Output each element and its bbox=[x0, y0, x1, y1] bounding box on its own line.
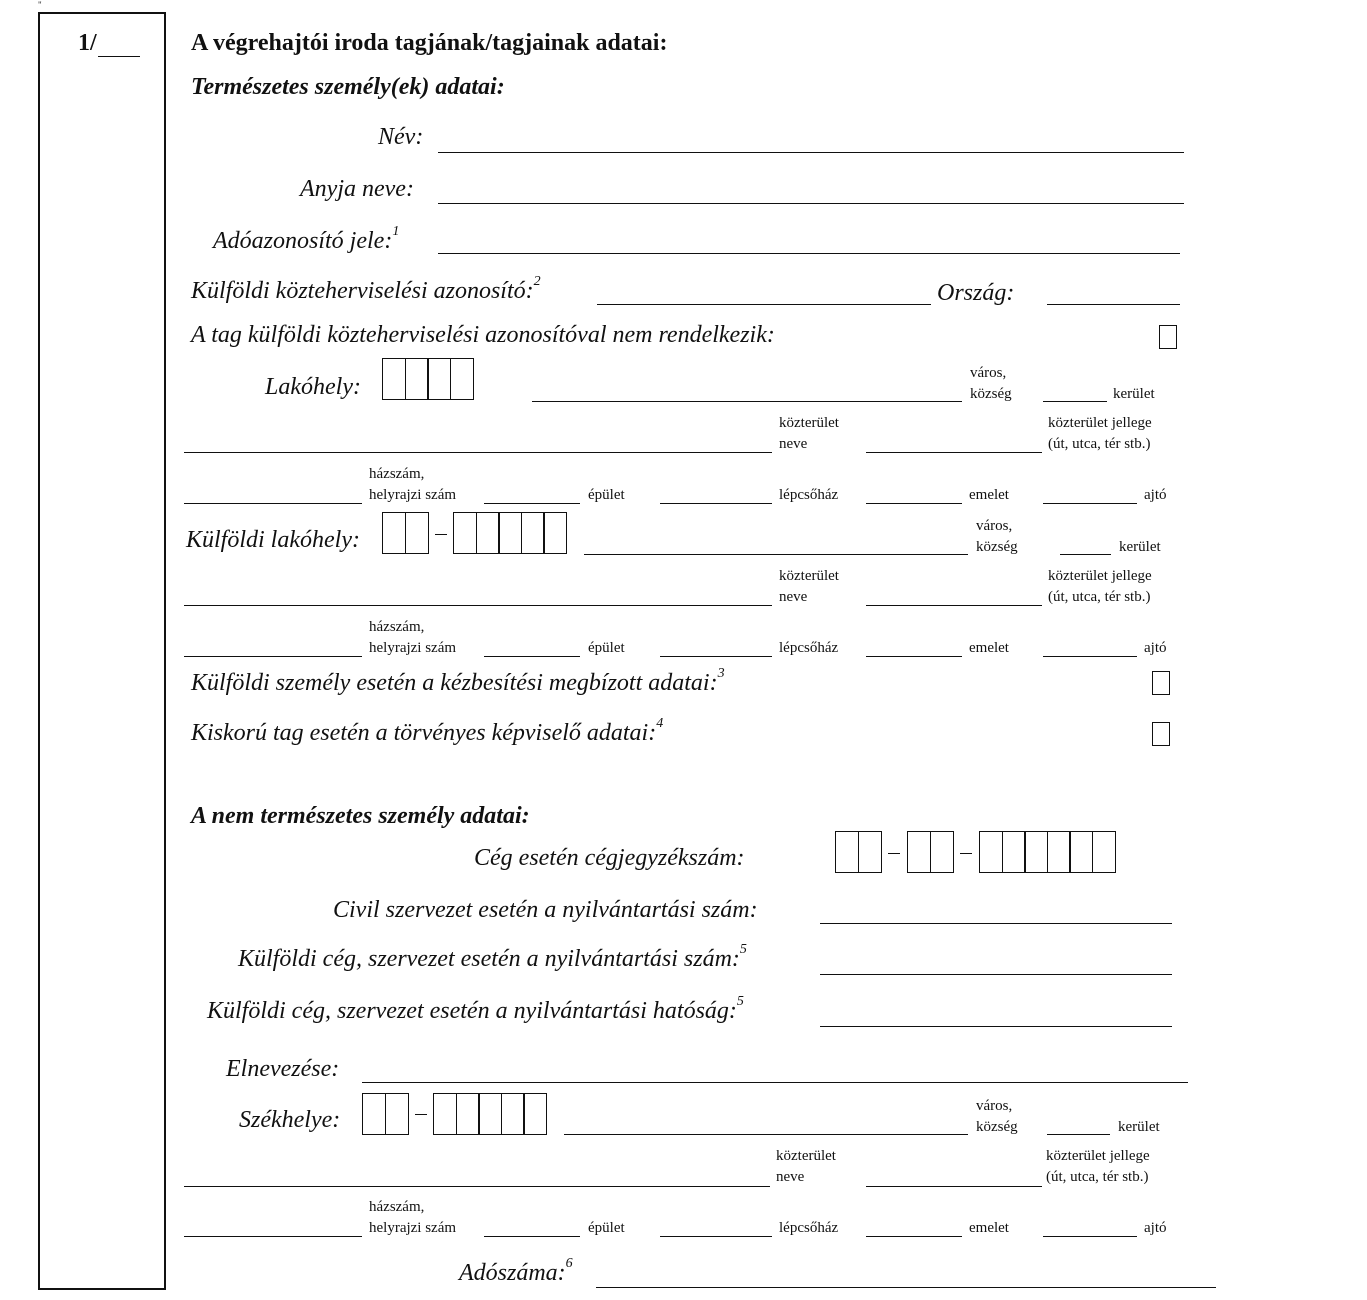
delivery-agent-checkbox[interactable] bbox=[1152, 671, 1170, 695]
natural-persons-title: Természetes személy(ek) adatai: bbox=[191, 74, 505, 100]
civil-reg-field[interactable] bbox=[820, 923, 1172, 924]
corner-mark: " bbox=[38, 0, 42, 10]
residence-floor-field[interactable] bbox=[866, 503, 962, 504]
reg-number-cell[interactable] bbox=[1069, 831, 1093, 873]
entity-name-field[interactable] bbox=[362, 1082, 1188, 1083]
company-reg-type-cells[interactable] bbox=[907, 831, 954, 873]
building-caption: épület bbox=[588, 487, 625, 503]
postcode-digit-cell[interactable] bbox=[382, 358, 406, 400]
foreign-door-field[interactable] bbox=[1043, 656, 1137, 657]
foreign-country-code-cells[interactable] bbox=[382, 512, 429, 554]
street-type-caption: közterület jellege (út, utca, tér stb.) bbox=[1048, 568, 1152, 605]
postcode-digit-cell[interactable] bbox=[405, 358, 429, 400]
residence-street-name-field[interactable] bbox=[184, 452, 772, 453]
foreign-reg-field[interactable] bbox=[820, 974, 1172, 975]
country-code-cell[interactable] bbox=[385, 1093, 409, 1135]
building-caption: épület bbox=[588, 1220, 625, 1236]
foreign-authority-label: Külföldi cég, szervezet esetén a nyilvántartási hatóság:$^5$ bbox=[207, 994, 744, 1024]
postcode-digit-cell[interactable] bbox=[521, 512, 545, 554]
foreign-floor-field[interactable] bbox=[866, 656, 962, 657]
postcode-digit-cell[interactable] bbox=[427, 358, 451, 400]
dash-separator bbox=[960, 853, 972, 854]
tax-number-field[interactable] bbox=[596, 1287, 1216, 1288]
residence-postcode-cells[interactable] bbox=[382, 358, 474, 400]
door-caption: ajtó bbox=[1144, 640, 1167, 656]
seat-house-number-field[interactable] bbox=[184, 1236, 362, 1237]
foreign-staircase-field[interactable] bbox=[660, 656, 772, 657]
district-caption: kerület bbox=[1113, 386, 1155, 402]
legal-entity-title: A nem természetes személy adatai: bbox=[191, 803, 530, 829]
residence-house-number-field[interactable] bbox=[184, 503, 362, 504]
entity-name-label: Elnevezése: bbox=[226, 1056, 340, 1082]
name-field[interactable] bbox=[438, 152, 1184, 153]
house-number-caption: házszám, helyrajzi szám bbox=[369, 1199, 457, 1236]
reg-number-cell[interactable] bbox=[835, 831, 859, 873]
dash-separator bbox=[435, 534, 447, 535]
reg-number-cell[interactable] bbox=[1002, 831, 1026, 873]
reg-number-cell[interactable] bbox=[858, 831, 882, 873]
floor-caption: emelet bbox=[969, 640, 1009, 656]
postcode-digit-cell[interactable] bbox=[501, 1093, 525, 1135]
residence-city-field[interactable] bbox=[532, 401, 962, 402]
postcode-digit-cell[interactable] bbox=[450, 358, 474, 400]
postcode-digit-cell[interactable] bbox=[523, 1093, 547, 1135]
footnote-6: 6 bbox=[565, 1256, 573, 1271]
city-caption: város, község bbox=[970, 365, 1012, 402]
seat-country-code-cells[interactable] bbox=[362, 1093, 409, 1135]
footnote-5: 5 bbox=[736, 994, 744, 1009]
house-number-caption: házszám, helyrajzi szám bbox=[369, 619, 457, 656]
postcode-digit-cell[interactable] bbox=[543, 512, 567, 554]
reg-number-cell[interactable] bbox=[1024, 831, 1048, 873]
foreign-tax-id-label: Külföldi közteherviselési azonosító:$^2$ bbox=[191, 274, 541, 304]
seat-postcode-cells[interactable] bbox=[433, 1093, 547, 1135]
foreign-tax-id-field[interactable] bbox=[597, 304, 931, 305]
dash-separator bbox=[888, 853, 900, 854]
house-number-caption: házszám, helyrajzi szám bbox=[369, 466, 457, 503]
residence-door-field[interactable] bbox=[1043, 503, 1137, 504]
dash-separator bbox=[415, 1114, 427, 1115]
residence-street-type-field[interactable] bbox=[866, 452, 1042, 453]
tax-id-label: Adóazonosító jele:$^1$ bbox=[213, 224, 400, 254]
foreign-building-field[interactable] bbox=[484, 656, 580, 657]
floor-caption: emelet bbox=[969, 487, 1009, 503]
company-reg-seq-cells[interactable] bbox=[979, 831, 1116, 873]
company-reg-label: Cég esetén cégjegyzékszám: bbox=[474, 845, 745, 871]
no-foreign-id-label: A tag külföldi közteherviselési azonosítóval nem rendelkezik: bbox=[191, 322, 775, 348]
seat-label: Székhelye: bbox=[239, 1107, 341, 1133]
district-caption: kerület bbox=[1119, 539, 1161, 555]
no-foreign-id-checkbox[interactable] bbox=[1159, 325, 1177, 349]
residence-label: Lakóhely: bbox=[265, 374, 361, 400]
door-caption: ajtó bbox=[1144, 487, 1167, 503]
reg-number-cell[interactable] bbox=[907, 831, 931, 873]
delivery-agent-label: Külföldi személy esetén a kézbesítési megbízott adatai:$^3$ bbox=[191, 666, 725, 696]
seat-street-name-field[interactable] bbox=[184, 1186, 770, 1187]
foreign-street-type-field[interactable] bbox=[866, 605, 1042, 606]
city-caption: város, község bbox=[976, 518, 1018, 555]
tax-id-field[interactable] bbox=[438, 253, 1180, 254]
staircase-caption: lépcsőház bbox=[779, 1220, 839, 1236]
door-caption: ajtó bbox=[1144, 1220, 1167, 1236]
street-type-caption: közterület jellege (út, utca, tér stb.) bbox=[1048, 415, 1152, 452]
page-number: 1/ bbox=[78, 30, 97, 56]
foreign-street-name-field[interactable] bbox=[184, 605, 772, 606]
district-caption: kerület bbox=[1118, 1119, 1160, 1135]
reg-number-cell[interactable] bbox=[930, 831, 954, 873]
company-reg-court-cells[interactable] bbox=[835, 831, 882, 873]
section-heading: A végrehajtói iroda tagjának/tagjainak adatai: bbox=[191, 30, 668, 56]
postcode-digit-cell[interactable] bbox=[453, 512, 477, 554]
legal-rep-checkbox[interactable] bbox=[1152, 722, 1170, 746]
footnote-4: 4 bbox=[656, 716, 664, 731]
reg-number-cell[interactable] bbox=[979, 831, 1003, 873]
country-code-cell[interactable] bbox=[382, 512, 406, 554]
footnote-5: 5 bbox=[739, 942, 747, 957]
street-type-caption: közterület jellege (út, utca, tér stb.) bbox=[1046, 1148, 1150, 1185]
foreign-house-number-field[interactable] bbox=[184, 656, 362, 657]
foreign-residence-label: Külföldi lakóhely: bbox=[186, 527, 360, 553]
country-field[interactable] bbox=[1047, 304, 1180, 305]
legal-rep-label: Kiskorú tag esetén a törvényes képviselő adatai:$^4$ bbox=[191, 716, 664, 746]
seat-street-type-field[interactable] bbox=[866, 1186, 1042, 1187]
seat-floor-field[interactable] bbox=[866, 1236, 962, 1237]
city-caption: város, község bbox=[976, 1098, 1018, 1135]
building-caption: épület bbox=[588, 640, 625, 656]
tax-number-label: Adószáma:$^6$ bbox=[459, 1256, 573, 1286]
postcode-digit-cell[interactable] bbox=[476, 512, 500, 554]
footnote-3: 3 bbox=[717, 666, 725, 681]
floor-caption: emelet bbox=[969, 1220, 1009, 1236]
residence-staircase-field[interactable] bbox=[660, 503, 772, 504]
foreign-reg-label: Külföldi cég, szervezet esetén a nyilvántartási szám:$^5$ bbox=[238, 942, 747, 972]
postcode-digit-cell[interactable] bbox=[478, 1093, 502, 1135]
reg-number-cell[interactable] bbox=[1047, 831, 1071, 873]
postcode-digit-cell[interactable] bbox=[498, 512, 522, 554]
postcode-digit-cell[interactable] bbox=[433, 1093, 457, 1135]
reg-number-cell[interactable] bbox=[1092, 831, 1116, 873]
foreign-district-field[interactable] bbox=[1060, 554, 1111, 555]
civil-reg-label: Civil szervezet esetén a nyilvántartási szám: bbox=[333, 897, 758, 923]
foreign-city-field[interactable] bbox=[584, 554, 968, 555]
staircase-caption: lépcsőház bbox=[779, 487, 839, 503]
seat-district-field[interactable] bbox=[1047, 1134, 1110, 1135]
street-name-caption: közterület neve bbox=[779, 568, 839, 605]
staircase-caption: lépcsőház bbox=[779, 640, 839, 656]
foreign-authority-field[interactable] bbox=[820, 1026, 1172, 1027]
residence-district-field[interactable] bbox=[1043, 401, 1107, 402]
footnote-1: 1 bbox=[392, 224, 400, 239]
page-number-field[interactable] bbox=[98, 56, 140, 57]
country-code-cell[interactable] bbox=[362, 1093, 386, 1135]
name-label: Név: bbox=[378, 124, 424, 150]
seat-staircase-field[interactable] bbox=[660, 1236, 772, 1237]
street-name-caption: közterület neve bbox=[779, 415, 839, 452]
side-column-box bbox=[38, 12, 166, 1290]
street-name-caption: közterület neve bbox=[776, 1148, 836, 1185]
footnote-2: 2 bbox=[533, 274, 541, 289]
mother-name-field[interactable] bbox=[438, 203, 1184, 204]
postcode-digit-cell[interactable] bbox=[456, 1093, 480, 1135]
seat-city-field[interactable] bbox=[564, 1134, 968, 1135]
country-code-cell[interactable] bbox=[405, 512, 429, 554]
mother-name-label: Anyja neve: bbox=[300, 176, 414, 202]
residence-building-field[interactable] bbox=[484, 503, 580, 504]
seat-building-field[interactable] bbox=[484, 1236, 580, 1237]
seat-door-field[interactable] bbox=[1043, 1236, 1137, 1237]
foreign-postcode-cells[interactable] bbox=[453, 512, 567, 554]
country-label: Ország: bbox=[937, 280, 1015, 306]
